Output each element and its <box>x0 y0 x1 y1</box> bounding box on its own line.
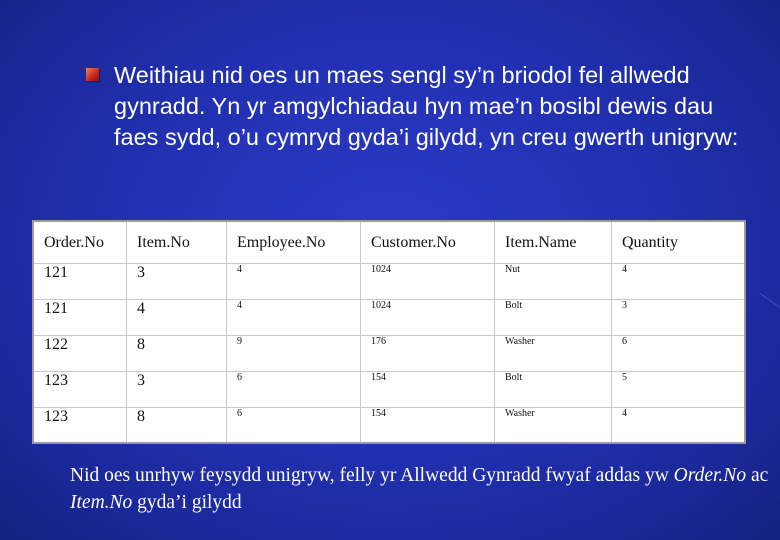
cell-order-no: 121 <box>33 263 127 299</box>
cell-employee-no: 6 <box>227 407 361 443</box>
header-employee-no: Employee.No <box>227 221 361 263</box>
data-table <box>32 220 746 444</box>
header-order-no: Order.No <box>33 221 127 263</box>
cell-employee-no: 4 <box>227 299 361 335</box>
cell-customer-no: 1024 <box>361 263 495 299</box>
header-customer-no: Customer.No <box>361 221 495 263</box>
footer-key-order-no: Order.No <box>673 465 747 486</box>
table-row <box>33 407 745 443</box>
cell-item-name: Washer <box>495 335 612 371</box>
cell-customer-no: 154 <box>361 371 495 407</box>
cell-order-no: 123 <box>33 407 127 443</box>
footer-text-part3: gyda’i gilydd <box>132 492 242 513</box>
header-item-no: Item.No <box>127 221 227 263</box>
table-row <box>33 335 745 371</box>
cell-quantity: 5 <box>612 371 746 407</box>
cell-item-no: 3 <box>127 263 227 299</box>
cell-item-name: Bolt <box>495 299 612 335</box>
bullet-point <box>86 60 746 153</box>
decorative-line <box>760 293 780 368</box>
cell-order-no: 122 <box>33 335 127 371</box>
cell-employee-no: 6 <box>227 371 361 407</box>
cell-customer-no: 176 <box>361 335 495 371</box>
cell-order-no: 123 <box>33 371 127 407</box>
cell-item-name: Nut <box>495 263 612 299</box>
cell-customer-no: 1024 <box>361 299 495 335</box>
cell-item-no: 8 <box>127 335 227 371</box>
cell-item-no: 8 <box>127 407 227 443</box>
bullet-square-icon <box>86 68 99 81</box>
cell-quantity: 4 <box>612 263 746 299</box>
cell-employee-no: 9 <box>227 335 361 371</box>
cell-quantity: 3 <box>612 299 746 335</box>
bullet-text: Weithiau nid oes un maes sengl sy’n briodol fel allwedd gynradd. Yn yr amgylchiadau hyn mae’n bosibl dewis dau faes sydd, o’u cymryd gyda’i gilydd, yn creu gwerth unigryw: <box>114 62 739 150</box>
table-row <box>33 299 745 335</box>
cell-customer-no: 154 <box>361 407 495 443</box>
footer-text-part2: ac <box>746 465 769 486</box>
cell-quantity: 4 <box>612 407 746 443</box>
cell-item-no: 4 <box>127 299 227 335</box>
footer-key-item-no: Item.No <box>70 492 133 513</box>
cell-item-name: Bolt <box>495 371 612 407</box>
footer-note <box>70 462 770 516</box>
header-quantity: Quantity <box>612 221 746 263</box>
cell-item-name: Washer <box>495 407 612 443</box>
header-item-name: Item.Name <box>495 221 612 263</box>
table-header-row <box>33 221 745 263</box>
cell-item-no: 3 <box>127 371 227 407</box>
cell-order-no: 121 <box>33 299 127 335</box>
table-row <box>33 371 745 407</box>
footer-text-part1: Nid oes unrhyw feysydd unigryw, felly yr Allwedd Gynradd fwyaf addas yw <box>70 465 674 486</box>
cell-employee-no: 4 <box>227 263 361 299</box>
cell-quantity: 6 <box>612 335 746 371</box>
table-row <box>33 263 745 299</box>
